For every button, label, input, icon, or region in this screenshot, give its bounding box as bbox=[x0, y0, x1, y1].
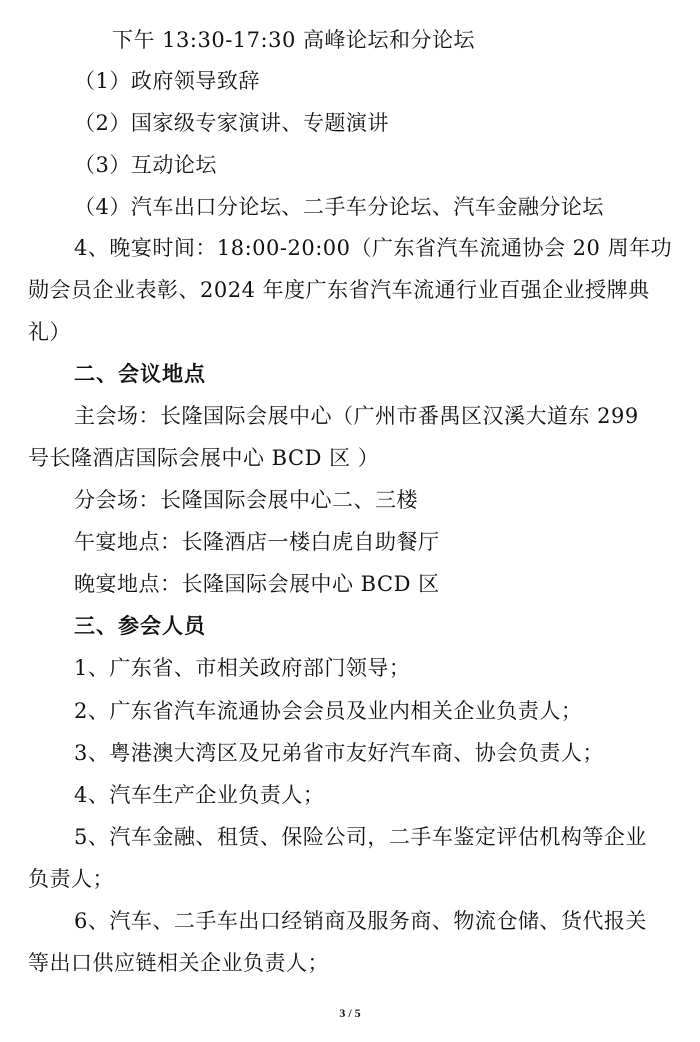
attendee-item-2: 2、广东省汽车流通协会会员及业内相关企业负责人； bbox=[74, 699, 583, 723]
attendee-item-6-line-1: 6、汽车、二手车出口经销商及服务商、物流仓储、货代报关 bbox=[74, 909, 647, 933]
venue-heading: 二、会议地点 bbox=[74, 362, 206, 386]
lunch-venue: 午宴地点：长隆酒店一楼白虎自助餐厅 bbox=[74, 530, 440, 554]
schedule-item-2: （2）国家级专家演讲、专题演讲 bbox=[74, 111, 389, 135]
attendee-item-3: 3、粤港澳大湾区及兄弟省市友好汽车商、协会负责人； bbox=[74, 741, 604, 765]
main-venue-line-1: 主会场：长隆国际会展中心（广州市番禺区汉溪大道东 299 bbox=[74, 404, 639, 428]
main-venue-line-2: 号长隆酒店国际会展中心 BCD 区 ） bbox=[28, 446, 380, 470]
attendee-item-4: 4、汽车生产企业负责人； bbox=[74, 783, 325, 807]
schedule-item-4: （4）汽车出口分论坛、二手车分论坛、汽车金融分论坛 bbox=[74, 195, 604, 219]
banquet-time-line-1: 4、晚宴时间：18:00-20:00（广东省汽车流通协会 20 周年功 bbox=[74, 236, 673, 260]
attendee-item-5-line-1: 5、汽车金融、租赁、保险公司，二手车鉴定评估机构等企业 bbox=[74, 825, 647, 849]
page-number: 3 / 5 bbox=[339, 1006, 361, 1020]
schedule-item-3: （3）互动论坛 bbox=[74, 153, 217, 177]
schedule-item-1: （1）政府领导致辞 bbox=[74, 69, 260, 93]
dinner-venue: 晚宴地点：长隆国际会展中心 BCD 区 bbox=[74, 572, 440, 596]
attendee-item-5-line-2: 负责人； bbox=[28, 867, 114, 891]
attendee-item-6-line-2: 等出口供应链相关企业负责人； bbox=[28, 951, 329, 975]
sub-venue: 分会场：长隆国际会展中心二、三楼 bbox=[74, 488, 418, 512]
attendee-item-1: 1、广东省、市相关政府部门领导； bbox=[74, 656, 411, 680]
banquet-time-line-3: 礼） bbox=[28, 320, 71, 344]
banquet-time-line-2: 勋会员企业表彰、2024 年度广东省汽车流通行业百强企业授牌典 bbox=[28, 278, 650, 302]
attendees-heading: 三、参会人员 bbox=[74, 614, 206, 638]
afternoon-schedule: 下午 13:30-17:30 高峰论坛和分论坛 bbox=[112, 28, 475, 52]
